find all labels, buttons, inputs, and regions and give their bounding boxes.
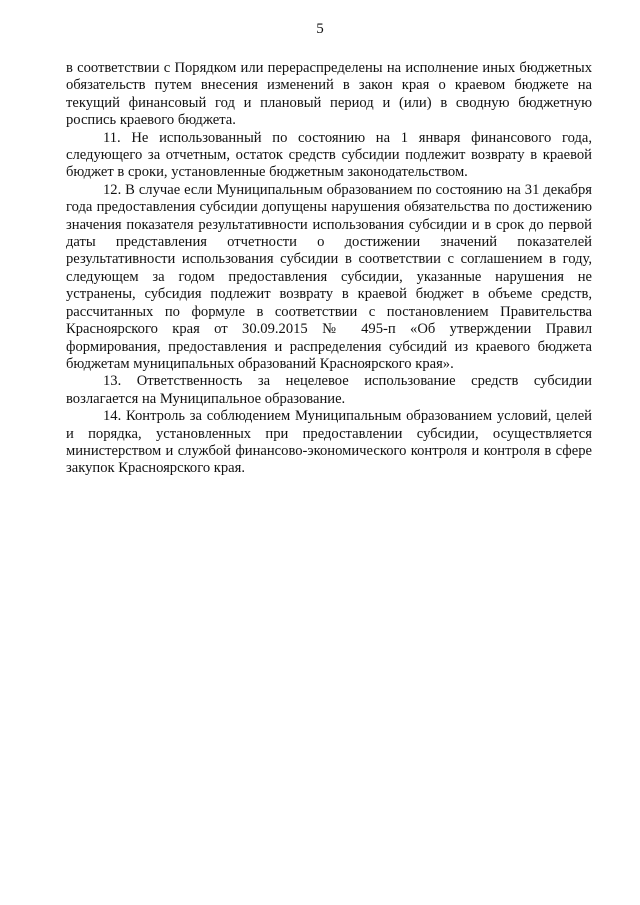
document-body [66,60,592,478]
paragraph-item-13: 13. Ответственность за нецелевое использование средств субсидии возлагается на Муниципальное образование. [66,373,592,407]
paragraph-item-12: 12. В случае если Муниципальным образованием по состоянию на 31 декабря года предоставления субсидии допущены нарушения обязательства по достижению значения показателя результативности использования субсидии и в срок до первой даты представления отчетности о достижении значений показателей результативности использования субсидии в соответствии с соглашением в году, следующем за годом предоставления субсидии, указанные нарушения не устранены, субсидия подлежит возврату в краевой бюджет в объеме средств, рассчитанных по формуле в соответствии с постановлением Правительства Красноярского края от 30.09.2015 № 495-п «Об утверждении Правил формирования, предоставления и распределения субсидий из краевого бюджета бюджетам муниципальных образований Красноярского края». [66,181,592,372]
page-number: 5 [316,21,324,37]
paragraph-continuation: в соответствии с Порядком или перераспределены на исполнение иных бюджетных обязательств путем внесения изменений в закон края о краевом бюджете на текущий финансовый год и плановый период и (или) в сводную бюджетную роспись краевого бюджета. [66,60,592,129]
paragraph-item-14: 14. Контроль за соблюдением Муниципальным образованием условий, целей и порядка, установленных при предоставлении субсидии, осуществляется министерством и службой финансово-экономического контроля и контроля в сфере закупок Красноярского края. [66,408,592,477]
paragraph-item-11: 11. Не использованный по состоянию на 1 января финансового года, следующего за отчетным, остаток средств субсидии подлежит возврату в краевой бюджет в сроки, установленные бюджетным законодательством. [66,129,592,181]
